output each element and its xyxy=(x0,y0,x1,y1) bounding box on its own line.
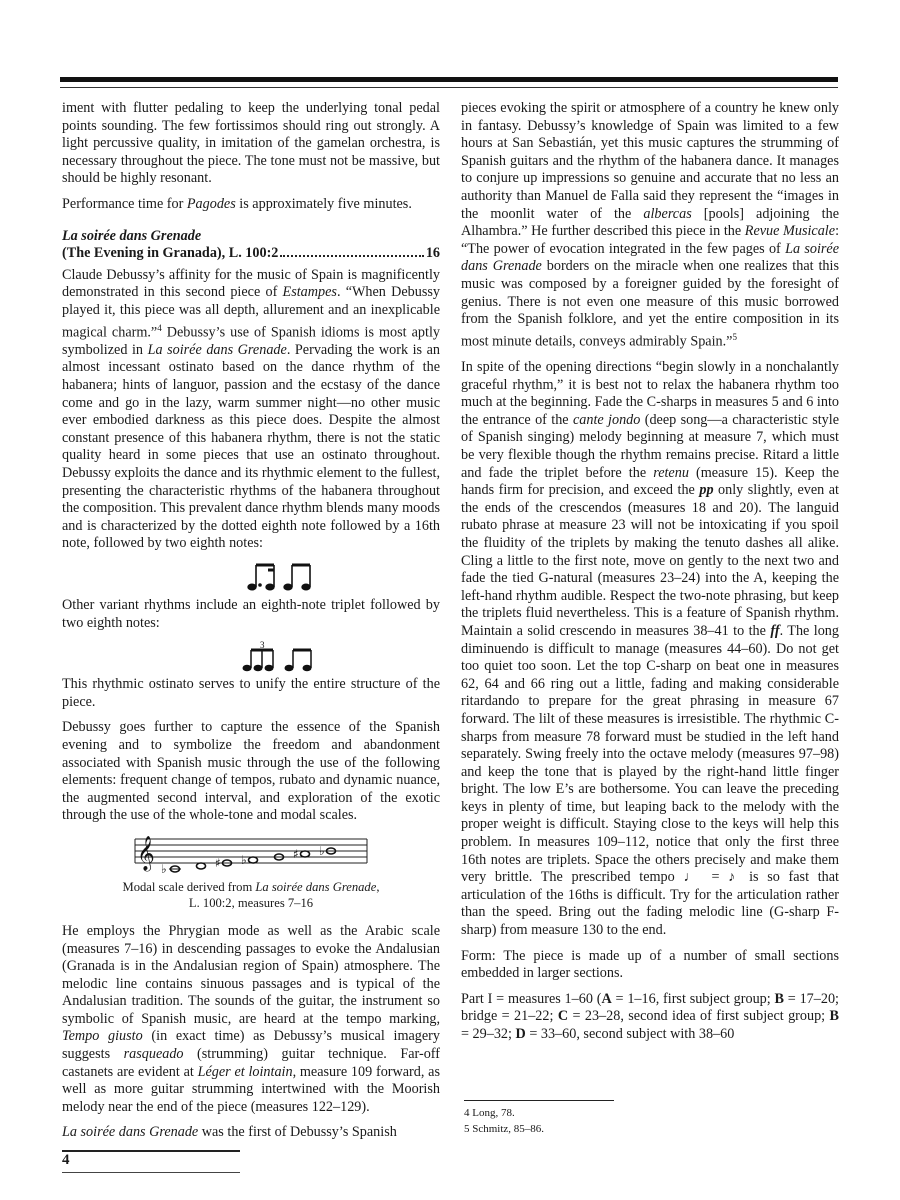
figure-caption: Modal scale derived from La soirée dans Grenade, L. 100:2, measures 7–16 xyxy=(122,879,380,910)
paragraph: He employs the Phrygian mode as well as the Arabic scale (measures 7–16) in descending passages to evoke the Andalusian (Granada is in the Andalusian region of Spain) atmosphere. The melodic line contains sinuous passages and is typical of the Andalusian tradition. The sounds of the guitar, the instrument so symbolic of Spanish music, are heard at the tempo marking, Tempo giusto (in exact time) as Debussy’s musical imagery suggests rasqueado (strumming) guitar technique. Far-off castanets are evident at Léger et lointain, measure 109 forward, as well as more guitar strumming intertwined with the Moorish melody near the end of the piece (measures 122–129). xyxy=(62,922,441,1115)
svg-text:♭: ♭ xyxy=(161,861,167,876)
habanera-rhythm-notation xyxy=(246,561,316,593)
section-heading xyxy=(62,228,440,263)
paragraph: Form: The piece is made up of a number of small sections embedded in larger sections. xyxy=(461,947,839,982)
dynamic-marking: pp xyxy=(699,482,714,499)
treble-clef-icon: 𝄞 xyxy=(137,835,155,871)
footnote-5: 5 Schmitz, 85–86. xyxy=(464,1123,545,1135)
paragraph: Claude Debussy’s affinity for the music of Spain is magnificently demonstrated in this second piece of Estampes. “When Debussy played it, this piece was all depth, allurement and an inexplicable magical charm.”$^4$ Debussy’s use of Spanish idioms is most aptly symbolized in La soirée dans Grenade. Pervading the work is an almost incessant ostinato based on the dance rhythm of the habanera; hints of languor, passion and the ecstasy of the dance come and go in the lazy, warm summer night—no other music ever embodied darkness as this piece does. Despite the almost constant presence of this habanera rhythm, there is not the static quality heard in some pieces that use an ostinato throughout. Debussy exploits the dance and its rhythmic element to the fullest, presenting the characteristic rhythms of the habanera throughout the composition. This prevalent dance rhythm blends many moods and is characterized by the dotted eighth note followed by a 16th note, followed by two eighth notes: xyxy=(62,266,441,552)
dot-leader xyxy=(280,255,423,257)
footnote-ref: 5 xyxy=(732,331,737,342)
svg-text:♯: ♯ xyxy=(293,846,299,861)
footnotes xyxy=(464,1100,844,1137)
modal-scale-figure xyxy=(62,833,440,877)
paragraph: In spite of the opening directions “begin slowly in a nonchalantly graceful rhythm,” it is best not to relax the habanera rhythm too much at the beginning. Fade the C-sharps in measures 5 and 6 into the entrance of the cante jondo (deep song—a characteristic style of Spanish singing) melody beginning at measure 7, which must be very flexible though the rhythm remains precise. Ritard a little and fade the triplet before the retenu (measure 15). Keep the hands firm for precision, and exceed the pp only slightly, even at the ends of the crescendos (measures 18 and 20). The languid rubato phrase at measure 23 will not be intoxicating if you spoil the fluidity of the triplets by making the tenuto dashes all alike. Cling a little to the first note, move on gently to the next two and fade the tied G-natural (measures 23–24) into the A, keeping the left-hand rhythm audible. Respect the two-note phrasing, but keep the triplets fluid nevertheless. This is a feature of Spanish rhythm. Maintain a solid crescendo in measures 38–41 to the ff. The long diminuendo is difficult to manage (measures 44–60). Do not get too quiet too soon. Let the top C-sharp on beat one in measures 62, 64 and 66 ring out a little, fading and making considerable ritardando to prepare for the great phrasing in measure 67 forward. The lilt of these measures is irresistible. The rhythmic C-sharps from measure 78 forward must be studied in the left hand separately. Swing freely into the octave melody (measures 97–98) and keep the tone that is played by the right-hand little finger bright. The low E’s are bothersome. You can leave the preceding keys in plenty of time, but leaping back to the melody with the proper weight is difficult. Staying close to the keys will help this problem. In measures 109–112, notice that only the first three 16th notes are triplets. Space the others precisely and make them very brittle. The prescribed tempo ♩ = ♪ is so fast that articulation of the 16ths is difficult. Try for the articulation rather than the speed. Bring out the fading melodic line (G-sharp F-sharp) from measure 130 to the end. xyxy=(461,359,840,939)
header-rule xyxy=(60,77,838,82)
left-column xyxy=(62,100,440,1150)
section-subtitle-line: (The Evening in Granada), L. 100:2 16 xyxy=(62,245,440,262)
paragraph: Debussy goes further to capture the essence of the Spanish evening and to symbolize the freedom and abandonment associated with Spanish music through the use of the following elements: frequent change of tempos, rubato and dynamic nuance, the augmented second interval, and exploration of the exotic through the use of the whole-tone and modal scales. xyxy=(62,719,440,824)
paragraph: Performance time for Pagodes is approximately five minutes. xyxy=(62,195,412,212)
footer-rule-thin xyxy=(62,1172,240,1173)
footnote-4: 4 Long, 78. xyxy=(464,1107,515,1119)
svg-text:♭: ♭ xyxy=(319,843,325,858)
habanera-rhythm-figure xyxy=(122,561,440,593)
modal-scale-staff xyxy=(131,833,371,877)
triplet-number: 3 xyxy=(260,640,265,651)
svg-text:♭: ♭ xyxy=(241,852,247,867)
paragraph: Part I = measures 1–60 (A = 1–16, first subject group; B = 17–20; bridge = 21–22; C = 23–28, second idea of first subject group; B = 29–32; D = 33–60, second subject with 38–60 xyxy=(461,990,839,1043)
svg-text:♯: ♯ xyxy=(215,855,221,870)
footnote-rule xyxy=(464,1100,614,1101)
triplet-rhythm-notation xyxy=(241,640,321,674)
paragraph: This rhythmic ostinato serves to unify the entire structure of the piece. xyxy=(62,676,440,710)
paragraph: La soirée dans Grenade was the first of Debussy’s Spanish xyxy=(62,1124,397,1141)
paragraph: Other variant rhythms include an eighth-note triplet followed by two eighth notes: xyxy=(62,596,440,631)
tempo-marking: ♩ = ♪ xyxy=(683,869,741,886)
section-title: La soirée dans Grenade xyxy=(62,227,202,244)
page-number: 4 xyxy=(62,1152,70,1168)
footnote-ref: 4 xyxy=(157,322,162,333)
paragraph: pieces evoking the spirit or atmosphere of a country he knew only in fantasy. Debussy’s knowledge of Spain was limited to a few hours at San Sebastián, yet this music captures the strumming of Spanish guitars and the rhythm of the habanera dance. It manages to conjure up impressions so genuine and accurate that no less an authority than Manuel de Falla said they represent the “images in the moonlit water of the albercas [pools] adjoining the Alhambra.” He further described this piece in the Revue Musicale: “The power of evocation integrated in the few pages of La soirée dans Grenade borders on the miracle when one realizes that this music was composed by a foreigner guided by the foresight of genius. There is not even one measure of this music borrowed from the Spanish folklore, and yet the entire composition in its most minute details, conveys admirably Spain.”$^5$ xyxy=(461,100,840,350)
triplet-rhythm-figure xyxy=(122,640,440,672)
paragraph: iment with flutter pedaling to keep the underlying tonal pedal points sounding. The few fortissimos should ring out strongly. A light percussive quality, in imitation of the gamelan orchestra, is necessary throughout the piece. The tone must not be massive, but should be highly resonant. xyxy=(62,100,440,187)
header-rule-thin xyxy=(60,87,838,88)
footer-rule xyxy=(62,1150,240,1152)
dynamic-marking: ff xyxy=(770,622,780,639)
right-column xyxy=(461,100,839,1052)
section-page-number: 16 xyxy=(425,245,440,262)
